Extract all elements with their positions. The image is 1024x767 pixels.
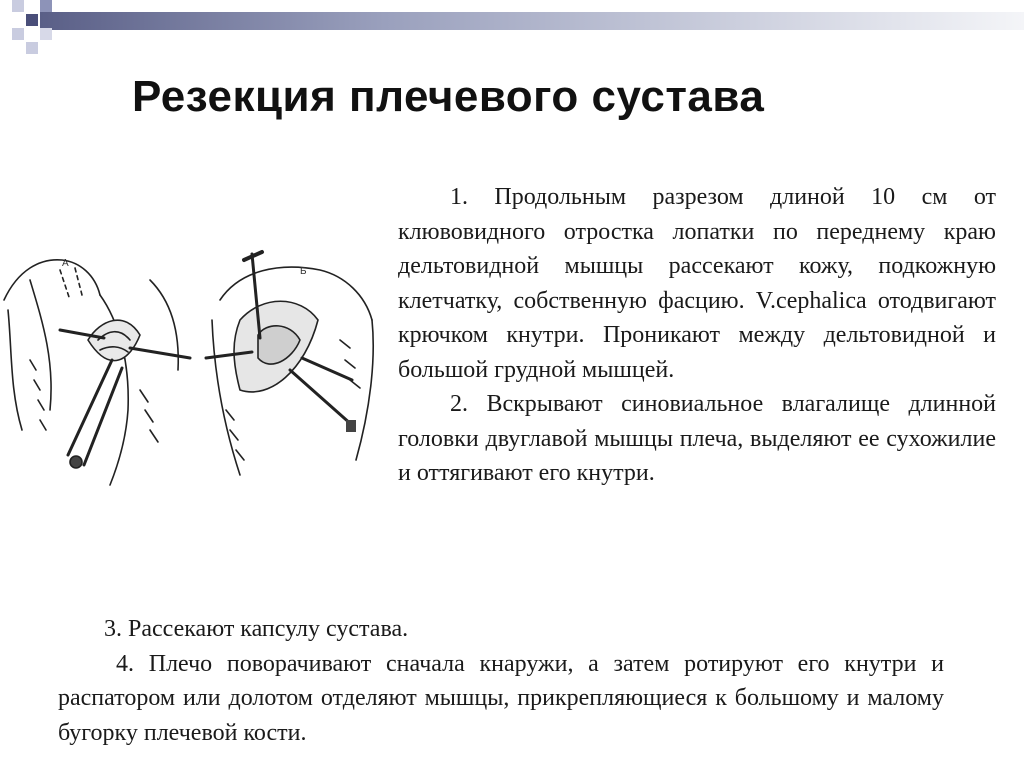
figure-b-label: Б	[300, 266, 307, 277]
figure-a-label: А	[62, 258, 69, 269]
step-3-paragraph: 3. Рассекают капсулу сустава.	[104, 616, 409, 642]
step-2-paragraph: 2. Вскрывают синовиальное влагалище длинной головки двуглавой мышцы плеча, выделяют ее сухожилие и оттягивают его кнутри.	[398, 391, 996, 486]
step-4-paragraph: 4. Плечо поворачивают сначала кнаружи, а затем ротируют его кнутри и распатором или долотом отделяют мышцы, прикрепляющиеся к большому и малому бугорку плечевой кости.	[58, 650, 944, 746]
figure-a-drawing	[4, 260, 190, 485]
surgery-illustration	[0, 240, 380, 500]
deco-square	[40, 28, 52, 40]
figure-b-drawing	[206, 252, 373, 475]
deco-square	[26, 14, 38, 26]
corner-decoration	[0, 0, 1024, 70]
deco-square	[12, 28, 24, 40]
step-1-paragraph: 1. Продольным разрезом длиной 10 см от клювовидного отростка лопатки по переднему краю дельтовидной мышцы рассекают кожу, подкожную клетчатку, собственную фасцию. V.cephalica отодвигают крючком кнутри. Проникают между дельтовидной и большой грудной мышцей.	[398, 184, 996, 383]
header-gradient-bar	[40, 12, 1024, 30]
procedure-steps-bottom	[58, 612, 944, 750]
deco-square	[40, 0, 52, 12]
deco-square	[26, 42, 38, 54]
slide-title: Резекция плечевого сустава	[132, 72, 765, 121]
deco-square	[12, 0, 24, 12]
procedure-steps-right	[398, 180, 996, 491]
